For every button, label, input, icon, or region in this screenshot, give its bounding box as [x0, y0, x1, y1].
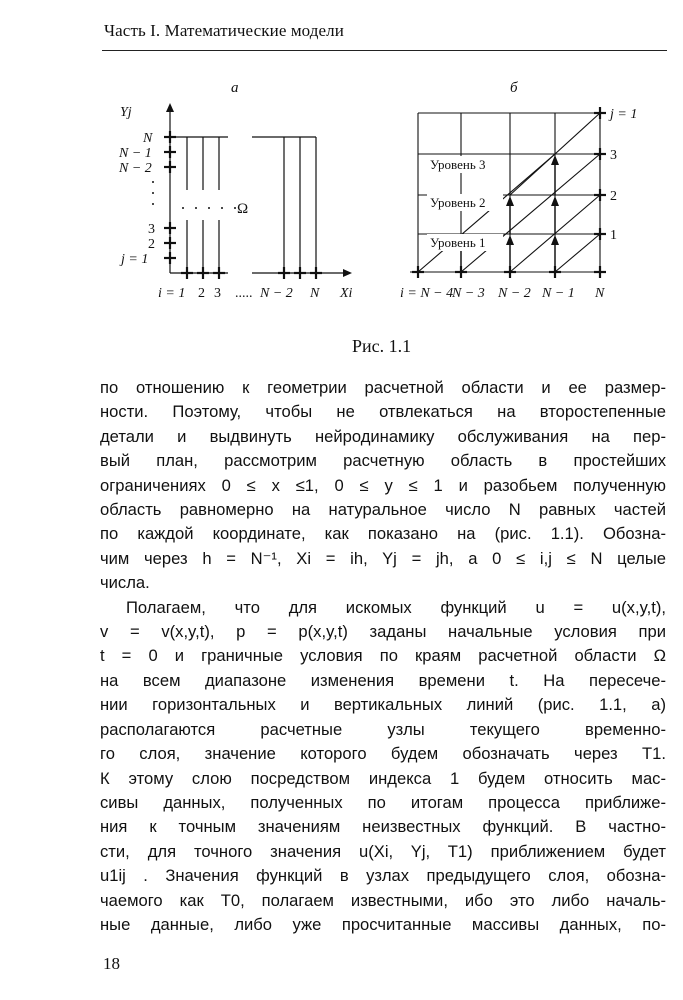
text-line: по каждой координате, как показано на (рис. 1.1). Обозна-	[100, 524, 666, 544]
y-axis-label: Yj	[120, 105, 132, 120]
level-label: Уровень 2	[430, 195, 486, 210]
text-line: v = v(x,y,t), p = p(x,y,t) заданы начальные условия при	[100, 622, 666, 642]
page-number: 18	[103, 954, 120, 973]
x-tick-label: N − 1	[542, 286, 575, 301]
text-line: t = 0 и граничные условия по краям расчетной области Ω	[100, 646, 666, 666]
figure-caption: Рис. 1.1	[352, 336, 412, 356]
text-line: сти, для точного значения u(Xi, Yj, T1) приближением будет	[100, 841, 666, 861]
region-label: Ω	[237, 201, 249, 217]
x-tick-label: .....	[235, 286, 253, 301]
right-tick-label: 2	[610, 189, 617, 204]
text-line: ния к точным значениям неизвестных функций. В частно-	[100, 817, 666, 837]
x-tick-label: i = 1	[158, 286, 186, 301]
y-tick-label: N	[143, 131, 153, 146]
y-tick-label: 3	[148, 222, 155, 237]
body-text	[100, 376, 666, 937]
level-label: Уровень 1	[430, 235, 486, 250]
text-line: располагаются расчетные узлы текущего временно-	[100, 719, 666, 739]
panel-b-label: б	[510, 80, 518, 96]
header-rule	[102, 50, 667, 51]
y-tick-label: N − 2	[119, 161, 152, 176]
text-line: Полагаем, что для искомых функций u = u(x,y,t),	[126, 597, 666, 617]
right-tick-label: j = 1	[610, 107, 638, 122]
text-line: чим через h = N⁻¹, Xi = ih, Yj = jh, а 0 ≤ i,j ≤ N целые	[100, 548, 666, 568]
text-line: ные данные, либо уже просчитанные массивы данных, по-	[100, 914, 666, 934]
text-line: вый план, рассмотрим расчетную область в простейших	[100, 451, 666, 471]
y-tick-label: 2	[148, 237, 155, 252]
x-tick-label: N − 2	[260, 286, 293, 301]
x-tick-label: N − 3	[452, 286, 485, 301]
x-axis-label: Xi	[340, 286, 353, 301]
text-line: нии горизонтальных и вертикальных линий (рис. 1.1, а)	[100, 695, 666, 715]
text-line: на всем диапазоне изменения времени t. На пересече-	[100, 670, 666, 690]
paragraph-2	[100, 596, 666, 938]
panel-b	[400, 80, 637, 301]
y-tick-label: N − 1	[119, 146, 152, 161]
text-line: по отношению к геометрии расчетной области и ее размер-	[100, 378, 666, 397]
text-line: детали и выдвинуть нейродинамику обслуживания на пер-	[100, 426, 666, 446]
text-line: ности. Поэтому, чтобы не отвлекаться на второстепенные	[100, 402, 666, 422]
paragraph-1	[100, 376, 666, 596]
x-tick-label: i = N − 4	[400, 286, 454, 301]
level-label: Уровень 3	[430, 157, 486, 172]
right-tick-label: 3	[610, 148, 617, 163]
figure-1-1	[100, 70, 660, 310]
text-line: го слоя, значение которого будем обозначать через T1.	[100, 744, 666, 764]
x-tick-label: 2	[198, 286, 205, 301]
x-tick-label: N	[595, 286, 605, 301]
x-tick-label: N	[310, 286, 320, 301]
text-line: ограничениях 0 ≤ x ≤1, 0 ≤ y ≤ 1 и разобьем полученную	[100, 475, 666, 495]
text-line: чаемого как T0, полагаем известными, ибо это либо началь-	[100, 890, 666, 910]
x-tick-label: 3	[214, 286, 221, 301]
y-tick-label: j = 1	[121, 252, 149, 267]
right-tick-label: 1	[610, 228, 617, 243]
text-line: область равномерно на натуральное число N равных частей	[100, 500, 666, 520]
x-tick-label: N − 2	[498, 286, 531, 301]
running-header: Часть I. Математические модели	[104, 21, 344, 40]
text-line: числа.	[100, 573, 150, 593]
panel-a-label: а	[231, 80, 239, 96]
panel-a	[118, 80, 353, 301]
text-line: К этому слою посредством индекса 1 будем относить мас-	[100, 768, 666, 788]
text-line: u1ij . Значения функций в узлах предыдущего слоя, обозна-	[100, 866, 666, 886]
text-line: сивы данных, полученных по итогам процесса приближе-	[100, 792, 666, 812]
